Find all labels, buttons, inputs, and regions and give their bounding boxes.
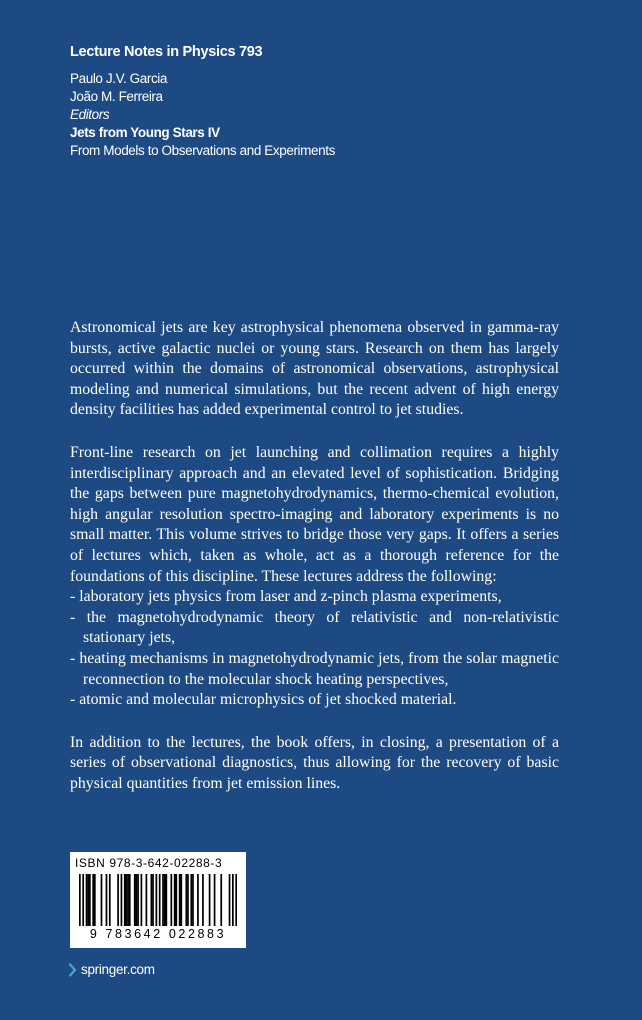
- book-subtitle: From Models to Observations and Experiments: [70, 143, 335, 158]
- blurb-paragraph-1: Astronomical jets are key astrophysical phenomena observed in gamma-ray bursts, active galactic nuclei or young stars. Research on them has largely occurred within the domains of astronomical observations, astrophysical modeling and numerical simulations, but the recent advent of high energy density facilities has added experimental control to jet studies.: [70, 319, 559, 419]
- barcode-bar: [117, 874, 119, 926]
- barcode-bar: [136, 874, 138, 926]
- publisher-footer: [68, 962, 155, 977]
- isbn-label: ISBN 978-3-642-02288-3: [75, 856, 223, 870]
- list-item: - laboratory jets physics from laser and z-pinch plasma experiments,: [70, 587, 559, 608]
- chevron-right-icon: [68, 963, 77, 977]
- blurb-paragraph-2: Front-line research on jet launching and collimation requires a highly interdisciplinary approach and an elevated level of sophistication. Bridging the gaps between pure magnetohydrodynamics, thermo-chemical evolution, high angular resolution spectro-imaging and laboratory experiments is no small matter. This volume strives to bridge those very gaps. It offers a series of lectures which, taken as whole, act as a thorough reference for the foundations of this discipline. These lectures address the following:: [70, 443, 559, 585]
- list-item: - the magnetohydrodynamic theory of relativistic and non-relativistic stationary jets,: [70, 608, 559, 649]
- barcode-bar: [121, 874, 123, 926]
- isbn-barcode: [70, 852, 246, 948]
- barcode-bar: [141, 874, 143, 926]
- barcode-bar: [106, 874, 108, 926]
- barcode-bar: [126, 874, 128, 926]
- barcode-bar: [146, 874, 148, 926]
- barcode-bar: [82, 874, 84, 926]
- barcode-bar: [159, 874, 161, 926]
- editor-name-1: Paulo J.V. Garcia: [70, 71, 168, 86]
- barcode-bar: [220, 874, 222, 926]
- barcode-bar: [180, 874, 182, 926]
- barcode-bar: [127, 874, 129, 926]
- barcode-bar: [192, 874, 194, 926]
- cover-header: [70, 44, 590, 160]
- barcode-bar: [174, 874, 176, 926]
- barcode-bar: [232, 874, 234, 926]
- barcode-bar: [151, 874, 153, 926]
- publisher-url[interactable]: springer.com: [81, 962, 155, 977]
- barcode-bar: [235, 874, 237, 926]
- ean-number: 9 783642 022883: [89, 927, 227, 941]
- series-title: Lecture Notes in Physics 793: [70, 44, 263, 60]
- barcode-bar: [109, 874, 111, 926]
- barcode-bar: [134, 874, 136, 926]
- barcode-bar: [94, 874, 96, 926]
- barcode-bar: [92, 874, 94, 926]
- barcode-bar: [89, 874, 91, 926]
- barcode-bar: [229, 874, 231, 926]
- barcode-bar: [152, 874, 154, 926]
- barcode-bar: [187, 874, 189, 926]
- book-title: Jets from Young Stars IV: [70, 125, 220, 140]
- barcode-bar: [175, 874, 177, 926]
- blurb-paragraph-3: In addition to the lectures, the book offers, in closing, a presentation of a series of observational diagnostics, thus allowing for the recovery of basic physical quantities from jet emission lines.: [70, 733, 559, 792]
- barcode-bar: [185, 874, 187, 926]
- barcode-bar: [79, 874, 81, 926]
- back-cover-blurb: [70, 318, 559, 816]
- barcode-bars: [79, 874, 237, 926]
- barcode-bar: [162, 874, 164, 926]
- barcode-bar: [170, 874, 172, 926]
- barcode-bar: [165, 874, 167, 926]
- editors-label: Editors: [70, 107, 110, 122]
- barcode-bar: [137, 874, 139, 926]
- barcode-bar: [179, 874, 181, 926]
- barcode-bar: [101, 874, 103, 926]
- barcode-bar: [129, 874, 131, 926]
- editor-name-2: João M. Ferreira: [70, 89, 163, 104]
- barcode-bar: [209, 874, 211, 926]
- barcode-bar: [124, 874, 126, 926]
- barcode-bar: [164, 874, 166, 926]
- barcode-bar: [214, 874, 216, 926]
- barcode-bar: [156, 874, 158, 926]
- barcode-bar: [87, 874, 89, 926]
- barcode-bar: [202, 874, 204, 926]
- barcode-bar: [197, 874, 199, 926]
- list-item: - heating mechanisms in magnetohydrodynamic jets, from the solar magnetic reconnection to the molecular shock heating perspectives,: [70, 649, 559, 690]
- list-item: - atomic and molecular microphysics of jet shocked material.: [70, 690, 559, 711]
- barcode-bar: [190, 874, 192, 926]
- barcode-bar: [86, 874, 88, 926]
- lecture-topics-list: [70, 587, 559, 711]
